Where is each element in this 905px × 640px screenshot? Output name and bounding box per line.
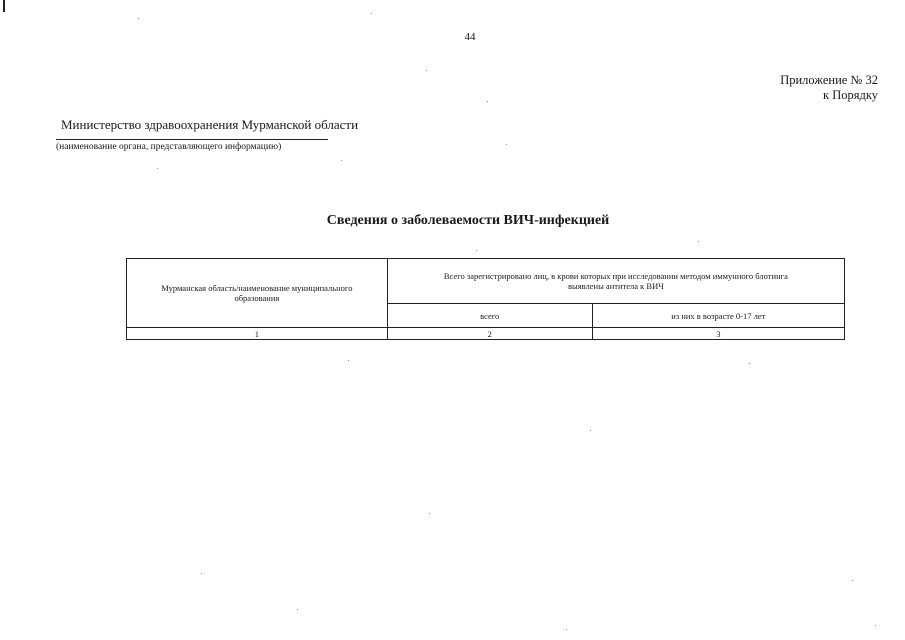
- scan-speck: [590, 430, 591, 431]
- col1-header: Мурманская область/наименование муниципального образования: [127, 259, 388, 328]
- scan-speck: [371, 13, 372, 14]
- scan-speck: [566, 629, 567, 630]
- scan-speck: [476, 250, 477, 251]
- organization-name: Министерство здравоохранения Мурманской области: [61, 117, 359, 132]
- organization-caption: (наименование органа, представляющего информацию): [56, 142, 282, 152]
- scan-speck: [426, 70, 427, 71]
- report-table: [126, 258, 845, 340]
- col-number-3: 3: [592, 328, 844, 340]
- appendix-line-2: к Порядку: [823, 88, 878, 102]
- group-header: Всего зарегистрировано лиц, в крови которых при исследовании методом иммунного блотинга выявлены антитела к ВИЧ: [387, 259, 844, 304]
- scan-speck: [201, 573, 202, 574]
- scan-speck: [875, 625, 876, 626]
- organization-underline: [56, 139, 328, 140]
- scan-speck: [429, 513, 430, 514]
- col-number-1: 1: [127, 328, 388, 340]
- scan-speck: [749, 363, 750, 364]
- col-number-2: 2: [387, 328, 592, 340]
- scan-speck: [341, 160, 342, 161]
- table-header-row-1: [127, 259, 845, 304]
- appendix-line-1: Приложение № 32: [780, 73, 878, 87]
- scan-speck: [348, 360, 349, 361]
- col3-header: из них в возрасте 0-17 лет: [592, 304, 844, 328]
- page-number: 44: [464, 31, 476, 43]
- document-title: Сведения о заболеваемости ВИЧ-инфекцией: [326, 213, 610, 228]
- table-number-row: [127, 328, 845, 340]
- scan-speck: [852, 580, 853, 581]
- scan-speck: [698, 241, 699, 242]
- appendix-reference: [780, 73, 878, 103]
- col2-header: всего: [387, 304, 592, 328]
- scan-speck: [487, 101, 488, 102]
- scan-speck: [138, 18, 139, 19]
- scan-edge-mark: [3, 0, 5, 12]
- scan-speck: [506, 144, 507, 145]
- scan-speck: [157, 168, 158, 169]
- scan-speck: [297, 609, 298, 610]
